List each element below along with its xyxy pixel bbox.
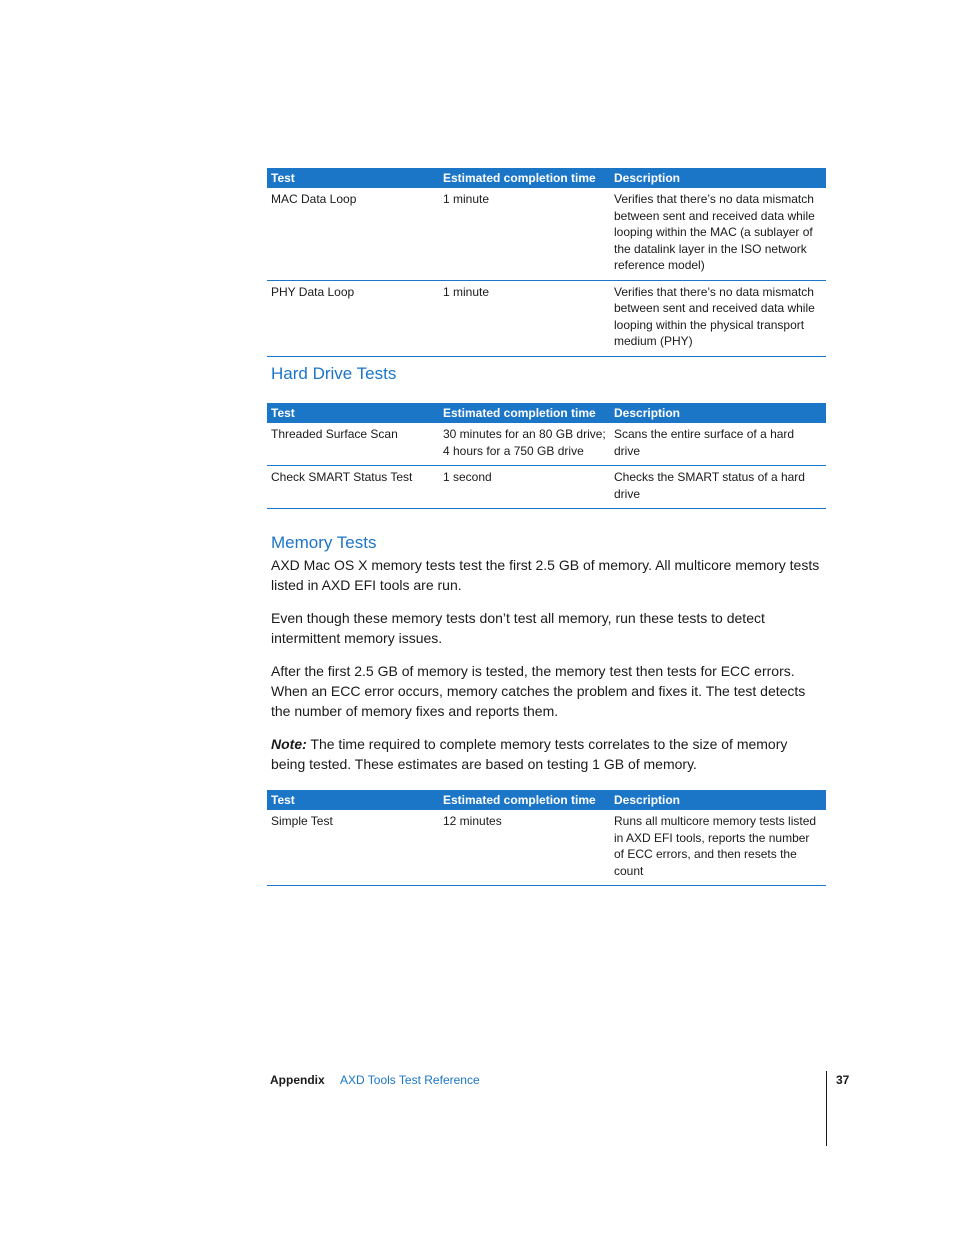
table-row (267, 810, 826, 886)
cell-description: Scans the entire surface of a hard drive (614, 427, 795, 458)
header-description: Description (614, 171, 681, 185)
header-description: Description (614, 406, 681, 420)
cell-time: 12 minutes (443, 814, 502, 828)
table-header (267, 790, 826, 810)
table-row (267, 188, 826, 281)
header-time: Estimated completion time (443, 793, 596, 807)
cell-test: MAC Data Loop (271, 192, 357, 206)
table-row (267, 423, 826, 466)
cell-time: 1 minute (443, 284, 490, 299)
footer-title: AXD Tools Test Reference (340, 1073, 480, 1087)
network-tests-table (267, 168, 826, 357)
table-row (267, 466, 826, 509)
memory-paragraph-2: Even though these memory tests don’t test all memory, run these tests to detect intermittent memory issues. (271, 610, 765, 646)
cell-test: Check SMART Status Test (271, 470, 413, 484)
header-test: Test (271, 171, 295, 185)
table-header (267, 168, 826, 188)
cell-time: 30 minutes for an 80 GB drive; 4 hours for a 750 GB drive (443, 427, 606, 458)
header-test: Test (271, 406, 295, 420)
cell-time: 1 minute (443, 192, 490, 206)
table-header (267, 403, 826, 423)
header-time: Estimated completion time (443, 406, 596, 420)
note-text: The time required to complete memory tests correlates to the size of memory being tested. These estimates are based on testing 1 GB of memory. (271, 736, 788, 772)
cell-time: 1 second (443, 470, 492, 484)
note-label: Note: (271, 736, 307, 752)
header-test: Test (271, 793, 295, 807)
memory-heading: Memory Tests (271, 533, 377, 552)
cell-description: Verifies that there’s no data mismatch between sent and received data while looping within the MAC (a sublayer of the datalink layer in the ISO network reference model) (614, 192, 815, 272)
cell-description: Runs all multicore memory tests listed in AXD EFI tools, reports the number of ECC errors, and then resets the count (614, 814, 817, 878)
page-number: 37 (836, 1073, 850, 1087)
footer-divider (826, 1071, 827, 1146)
header-description: Description (614, 793, 681, 807)
header-time: Estimated completion time (443, 171, 596, 185)
cell-test: Simple Test (271, 814, 333, 828)
cell-test: PHY Data Loop (271, 284, 355, 299)
cell-test: Threaded Surface Scan (271, 427, 398, 441)
footer-section: Appendix (270, 1073, 325, 1087)
cell-description: Checks the SMART status of a hard drive (614, 470, 805, 501)
memory-tests-table (267, 790, 826, 886)
memory-paragraph-1: AXD Mac OS X memory tests test the first 2.5 GB of memory. All multicore memory tests listed in AXD EFI tools are run. (271, 557, 820, 593)
memory-note (271, 734, 821, 774)
hard-drive-heading: Hard Drive Tests (271, 364, 397, 383)
cell-description: Verifies that there’s no data mismatch between sent and received data while looping within the physical transport medium (PHY) (614, 284, 815, 348)
hard-drive-tests-table (267, 403, 826, 509)
memory-paragraph-3: After the first 2.5 GB of memory is tested, the memory test then tests for ECC errors. When an ECC error occurs, memory catches the problem and fixes it. The test detects the number of memory fixes and reports them. (271, 663, 806, 719)
table-row (267, 281, 826, 357)
